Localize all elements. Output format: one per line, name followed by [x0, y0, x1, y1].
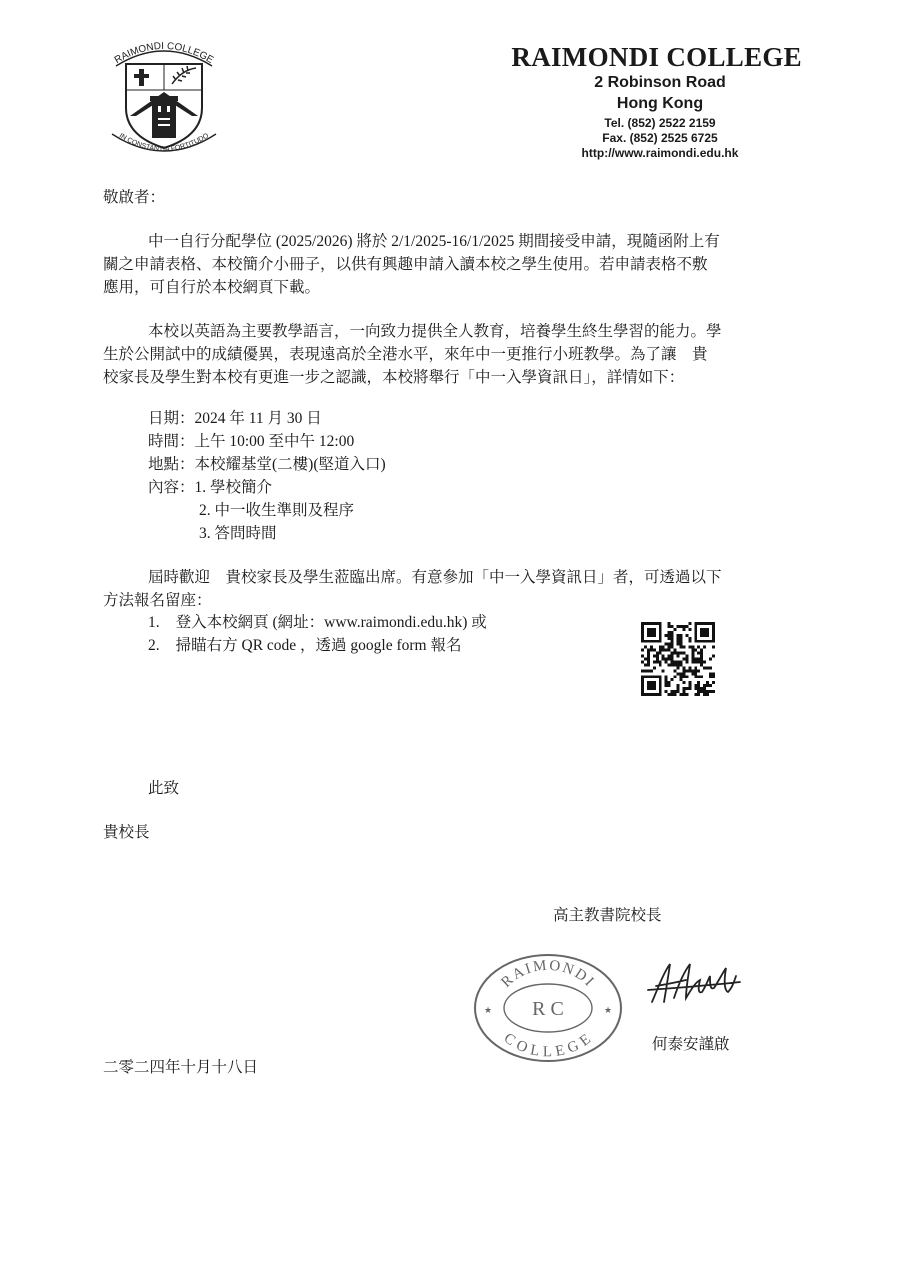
para3-line-1: 屆時歡迎 貴校家長及學生蒞臨出席。有意參加「中一入學資訊日」者，可透過以下: [148, 569, 722, 586]
recipient: 貴校長: [103, 824, 150, 841]
para1-line-2: 關之申請表格、本校簡介小冊子，以供有興趣申請入讀本校之學生使用。若申請表格不敷: [103, 256, 708, 273]
para1-line-3: 應用，可自行於本校網頁下載。: [103, 279, 321, 296]
method-1-text: 登入本校網頁 (網址：www.raimondi.edu.hk) 或: [175, 614, 487, 631]
address-line-1: 2 Robinson Road: [594, 74, 726, 91]
method-2-number: 2.: [148, 637, 160, 654]
address-line-2: Hong Kong: [616, 95, 704, 112]
handwritten-signature: [644, 958, 744, 1008]
method-1: [148, 610, 487, 632]
stamp-arc-bottom: COLLEGE: [500, 1030, 596, 1061]
svg-text:★: ★: [604, 1005, 613, 1015]
salutation: 敬啟者：: [103, 189, 166, 206]
crest-top-text: RAIMONDI COLLEGE: [112, 40, 216, 67]
method-1-number: 1.: [148, 614, 160, 631]
detail-content-item-2: 2. 中一收生準則及程序: [199, 502, 355, 519]
para3-line-2: 方法報名留座：: [103, 592, 212, 609]
telephone: Tel. (852) 2522 2159: [604, 116, 716, 130]
school-name: RAIMONDI COLLEGE: [511, 42, 802, 72]
para2-line-3: 校家長及學生對本校有更進一步之認識，本校將舉行「中一入學資訊日」，詳情如下：: [103, 369, 685, 386]
qr-code-image[interactable]: [641, 622, 715, 696]
detail-content: 內容：1. 學校簡介: [148, 479, 273, 496]
sender-title: 高主教書院校長: [553, 907, 662, 924]
detail-time: 時間：上午 10:00 至中午 12:00: [148, 433, 355, 450]
para2-line-2: 生於公開試中的成績優異，表現遠高於全港水平，來年中一更推行小班教學。為了讓 貴: [103, 346, 708, 363]
school-crest-logo: [108, 38, 220, 158]
stamp-letters: R C: [532, 998, 564, 1020]
fax: Fax. (852) 2525 6725: [602, 131, 718, 145]
detail-content-item-3: 3. 答問時間: [199, 525, 277, 542]
svg-text:RAIMONDI COLLEGE: [113, 41, 216, 66]
stamp-arc-top: RAIMONDI: [498, 957, 598, 991]
method-2: [148, 633, 461, 655]
crest-motto: IN CONSTANTIA FORTITUDO: [117, 132, 211, 154]
detail-date: 日期：2024 年 11 月 30 日: [148, 410, 322, 427]
college-stamp: [472, 952, 624, 1064]
svg-text:★: ★: [484, 1005, 493, 1015]
method-2-text: 掃瞄右方 QR code ，透過 google form 報名: [175, 637, 462, 654]
closing: 此致: [148, 780, 180, 797]
para1-line-1: 中一自行分配學位 (2025/2026) 將於 2/1/2025-16/1/2025 期間接受申請，現隨函附上有: [148, 233, 720, 250]
para2-line-1: 本校以英語為主要教學語言，一向致力提供全人教育，培養學生終生學習的能力。學: [148, 323, 722, 340]
sender-name: 何泰安謹啟: [652, 1036, 730, 1053]
svg-text:RAIMONDI: [498, 958, 598, 991]
letter-date: 二零二四年十月十八日: [103, 1059, 259, 1076]
website-link[interactable]: http://www.raimondi.edu.hk: [581, 146, 739, 160]
detail-venue: 地點：本校耀基堂(二樓)(堅道入口): [148, 456, 386, 473]
